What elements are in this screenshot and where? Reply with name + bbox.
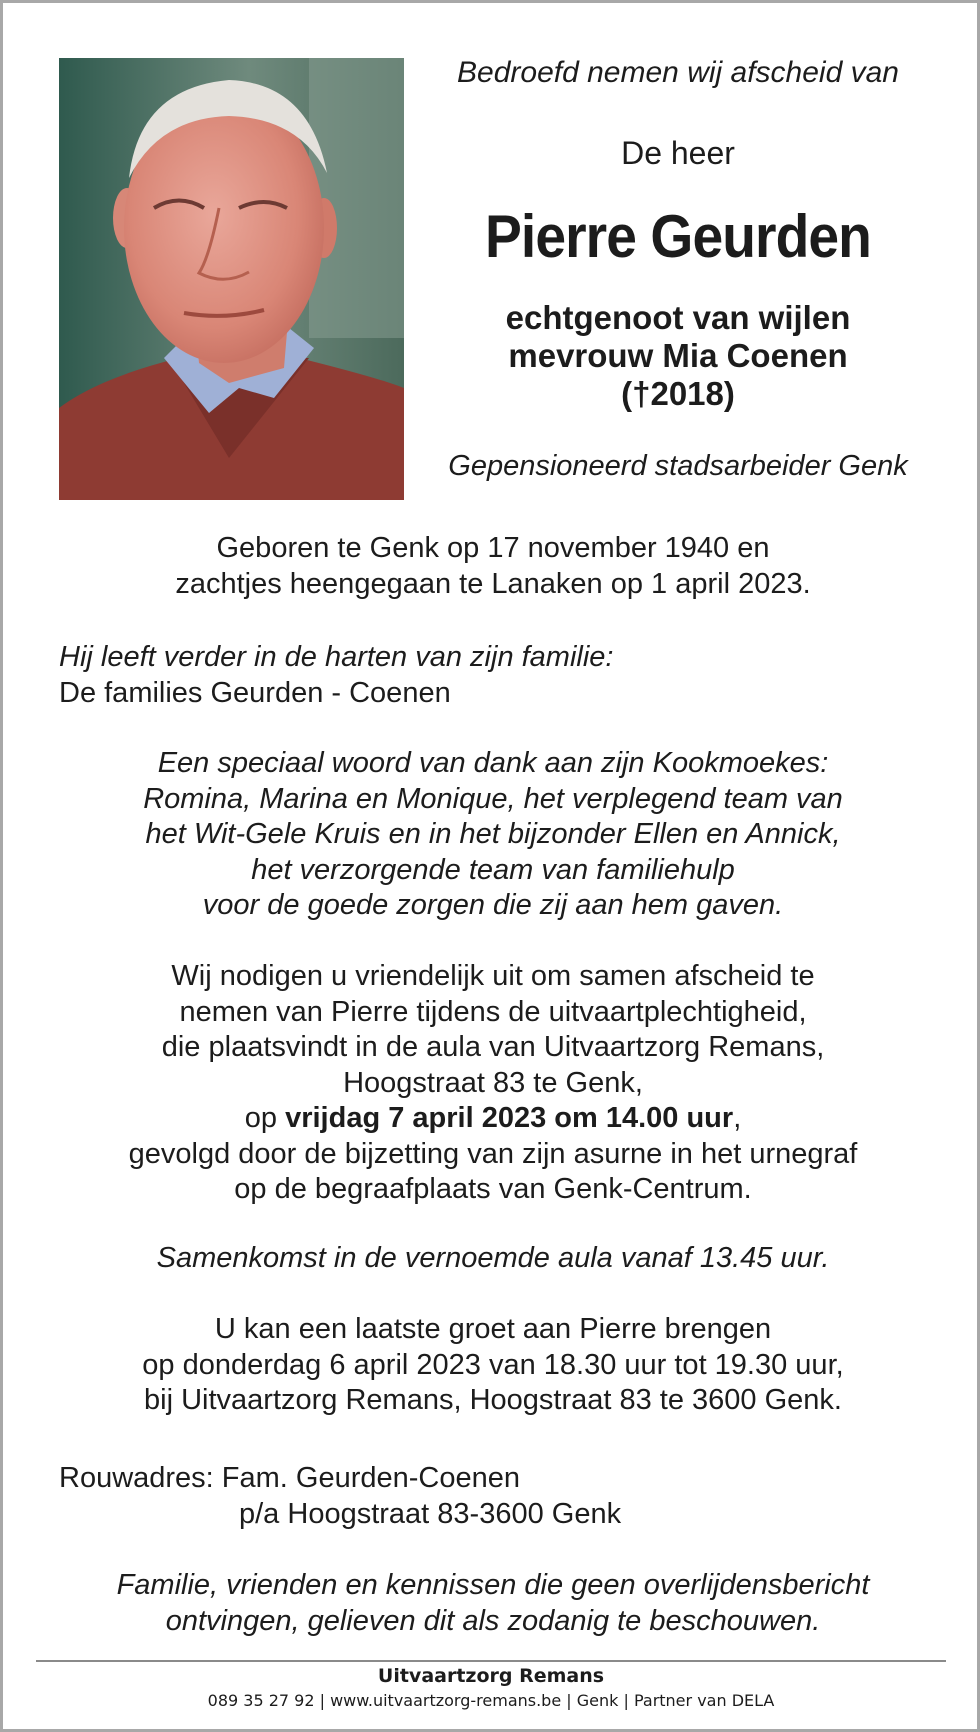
funeral-home-contact: 089 35 27 92 | www.uitvaartzorg-remans.be | Genk | Partner van DELA <box>207 1691 775 1710</box>
funeral-home-name: Uitvaartzorg Remans <box>377 1665 605 1687</box>
farewell-line: bij Uitvaartzorg Remans, Hoogstraat 83 te 3600 Genk. <box>144 1384 842 1416</box>
gathering-paragraph <box>59 1241 927 1277</box>
header-block <box>408 53 948 486</box>
spouse-line: mevrouw Mia Coenen <box>508 337 848 374</box>
birth-death-paragraph <box>59 531 927 602</box>
footer-divider <box>36 1660 946 1662</box>
invitation-line: op de begraafplaats van Genk-Centrum. <box>234 1173 752 1205</box>
ceremony-date-line <box>59 1101 927 1137</box>
gathering-line: Samenkomst in de vernoemde aula vanaf 13.45 uur. <box>156 1242 830 1274</box>
portrait-photo-icon <box>59 58 404 500</box>
intro-text: Bedroefd nemen wij afscheid van <box>457 56 899 89</box>
thanks-line: voor de goede zorgen die zij aan hem gaven. <box>202 889 784 921</box>
invitation-line: nemen van Pierre tijdens de uitvaartplechtigheid, <box>179 995 807 1028</box>
notice-line: Familie, vrienden en kennissen die geen overlijdensbericht <box>116 1569 870 1601</box>
date-prefix: op <box>244 1102 286 1134</box>
ceremony-date: vrijdag 7 april 2023 om 14.00 uur <box>285 1102 734 1134</box>
birth-death-line: Geboren te Genk op 17 november 1940 en <box>216 532 770 564</box>
family-names: De families Geurden - Coenen <box>59 676 451 709</box>
farewell-line: op donderdag 6 april 2023 van 18.30 uur tot 19.30 uur, <box>142 1348 844 1381</box>
invitation-line: Hoogstraat 83 te Genk, <box>343 1066 643 1099</box>
thanks-line: Een speciaal woord van dank aan zijn Kookmoekes: <box>157 747 829 779</box>
footer <box>36 1663 946 1713</box>
thanks-line: het verzorgende team van familiehulp <box>251 853 735 886</box>
spouse-info <box>408 299 948 413</box>
invitation-line: gevolgd door de bijzetting van zijn asurne in het urnegraf <box>128 1137 858 1170</box>
invitation-line: die plaatsvindt in de aula van Uitvaartzorg Remans, <box>161 1031 825 1063</box>
invitation-paragraph <box>59 959 927 1208</box>
title-prefix: De heer <box>621 135 735 171</box>
farewell-paragraph <box>59 1312 927 1419</box>
date-suffix: , <box>733 1102 742 1134</box>
spouse-line: (†2018) <box>621 375 735 412</box>
deceased-name: Pierre Geurden <box>485 203 871 270</box>
birth-death-line: zachtjes heengegaan te Lanaken op 1 april 2023. <box>175 567 811 600</box>
family-paragraph <box>59 640 927 711</box>
family-intro: Hij leeft verder in de harten van zijn familie: <box>59 641 614 673</box>
thanks-line: het Wit-Gele Kruis en in het bijzonder Ellen en Annick, <box>145 818 841 850</box>
notice-line: ontvingen, gelieven dit als zodanig te beschouwen. <box>165 1604 821 1637</box>
mourning-address <box>59 1461 927 1532</box>
address-line: Rouwadres: Fam. Geurden-Coenen <box>59 1462 521 1494</box>
spouse-line: echtgenoot van wijlen <box>505 299 851 336</box>
thanks-line: Romina, Marina en Monique, het verplegend team van <box>143 782 843 815</box>
address-line: p/a Hoogstraat 83-3600 Genk <box>239 1497 622 1530</box>
occupation-text: Gepensioneerd stadsarbeider Genk <box>448 450 908 482</box>
thanks-paragraph <box>59 746 927 924</box>
notice-paragraph <box>59 1568 927 1639</box>
farewell-line: U kan een laatste groet aan Pierre brengen <box>214 1313 772 1345</box>
invitation-line: Wij nodigen u vriendelijk uit om samen afscheid te <box>171 960 815 992</box>
